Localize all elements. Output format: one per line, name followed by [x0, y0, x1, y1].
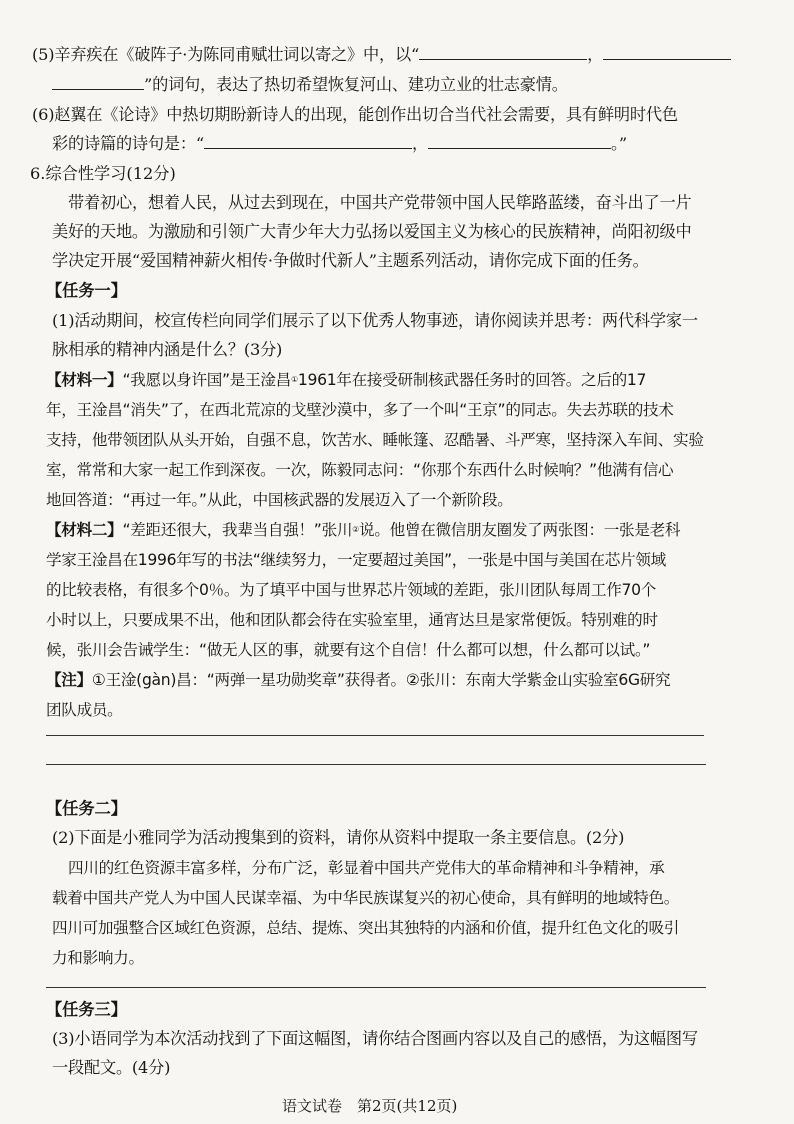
answer-blank[interactable]: [603, 45, 731, 60]
answer-blank[interactable]: [52, 75, 144, 90]
q6-line-1: (6)赵翼在《论诗》中热切期盼新诗人的出现，能创作出切合当代社会需要，具有鲜明时代色: [32, 105, 678, 124]
material2-line-2: 学家王淦昌在1996年写的书法“继续努力，一定要超过美国”，一张是中国与美国在芯片领域: [46, 551, 666, 569]
answer-blank[interactable]: [204, 134, 412, 149]
answer-blank[interactable]: [419, 45, 587, 60]
footnote-marker: ②: [352, 525, 360, 534]
q5-line-1: (5)辛弃疾在《破阵子·为陈同甫赋壮词以寄之》中，以“ ，: [32, 45, 731, 65]
material2-line-4: 小时以上，只要成果不出，他和团队都会待在实验室里，通宵达旦是家常便饭。特别难的时: [46, 611, 658, 629]
answer-blank[interactable]: [428, 134, 611, 149]
intro-line-3: 学决定开展“爱国精神薪火相传·争做时代新人”主题系列活动，请你完成下面的任务。: [52, 251, 649, 270]
note-label: 【注】: [46, 671, 92, 689]
passage-line-2: 载着中国共产党人为中国人民谋幸福、为中华民族谋复兴的初心使命，具有鲜明的地域特色。: [52, 889, 680, 907]
q6-line-2: 彩的诗篇的诗句是：“ ， 。”: [52, 134, 627, 153]
note-line-1: 【注】①王淦(gàn)昌：“两弹一星功勋奖章”获得者。②张川：东南大学紫金山实验室6G研究: [46, 671, 671, 689]
passage-line-4: 力和影响力。: [52, 949, 144, 967]
q1-line-2: 脉相承的精神内涵是什么？(3分): [52, 340, 283, 359]
intro-line-2: 美好的天地。为激励和引领广大青少年大力弘扬以爱国主义为核心的民族精神，尚阳初级中: [52, 222, 692, 241]
passage-line-1: 四川的红色资源丰富多样，分布广泛，彰显着中国共产党伟大的革命精神和斗争精神，承: [68, 859, 665, 877]
material1-line-3: 支持，他带领团队从头开始，自强不息，饮苦水、睡帐篷、忍酷暑、斗严寒，坚持深入车间、实验: [46, 431, 704, 449]
answer-line[interactable]: [46, 735, 704, 736]
material1-line-4: 室，常常和大家一起工作到深夜。一次，陈毅同志问：“你那个东西什么时候响？”他满有信心: [46, 461, 674, 479]
footnote-marker: ①: [290, 375, 298, 384]
note-line-2: 团队成员。: [46, 701, 123, 719]
material1-line-2: 年，王淦昌“消失”了，在西北荒凉的戈壁沙漠中，多了一个叫“王京”的同志。失去苏联的技术: [46, 401, 674, 419]
q3-line-2: 一段配文。(4分): [52, 1058, 171, 1077]
q5-line-2: ”的词句，表达了热切希望恢复河山、建功立业的壮志豪情。: [52, 75, 568, 95]
material1-label: 【材料一】: [46, 371, 123, 389]
section-heading: 6.综合性学习(12分): [30, 164, 176, 183]
answer-line[interactable]: [46, 987, 706, 988]
material2-line-3: 的比较表格，有很多个0％。为了填平中国与世界芯片领域的差距，张川团队每周工作70个: [46, 581, 657, 599]
material1-line-5: 地回答道：“再过一年。”从此，中国核武器的发展迈入了一个新阶段。: [46, 491, 513, 509]
task2-title: 【任务二】: [46, 799, 127, 818]
material2-line-5: 候，张川会告诫学生：“做无人区的事，就要有这个自信！什么都可以想，什么都可以试。”: [46, 641, 651, 659]
intro-line-1: 带着初心，想着人民，从过去到现在，中国共产党带领中国人民筚路蓝缕，奋斗出了一片: [68, 193, 692, 212]
task3-title: 【任务三】: [46, 1000, 127, 1019]
q3-line-1: (3)小语同学为本次活动找到了下面这幅图，请你结合图画内容以及自己的感悟，为这幅图写: [52, 1029, 698, 1048]
material2-label: 【材料二】: [46, 521, 123, 539]
material2-line-1: 【材料二】“差距还很大，我辈当自强！”张川②说。他曾在微信朋友圈发了两张图：一张是老科: [46, 521, 681, 539]
material1-line-1: 【材料一】“我愿以身许国”是王淦昌①1961年在接受研制核武器任务时的回答。之后的17: [46, 371, 647, 389]
q2-text: (2)下面是小雅同学为活动搜集到的资料，请你从资料中提取一条主要信息。(2分): [52, 828, 625, 847]
task1-title: 【任务一】: [46, 281, 127, 300]
answer-line[interactable]: [46, 764, 706, 765]
passage-line-3: 四川可加强整合区域红色资源，总结、提炼、突出其独特的内涵和价值，提升红色文化的吸引: [52, 919, 680, 937]
q1-line-1: (1)活动期间，校宣传栏向同学们展示了以下优秀人物事迹，请你阅读并思考：两代科学家一: [52, 311, 698, 330]
page-footer: 语文试卷 第2页(共12页): [282, 1097, 458, 1115]
